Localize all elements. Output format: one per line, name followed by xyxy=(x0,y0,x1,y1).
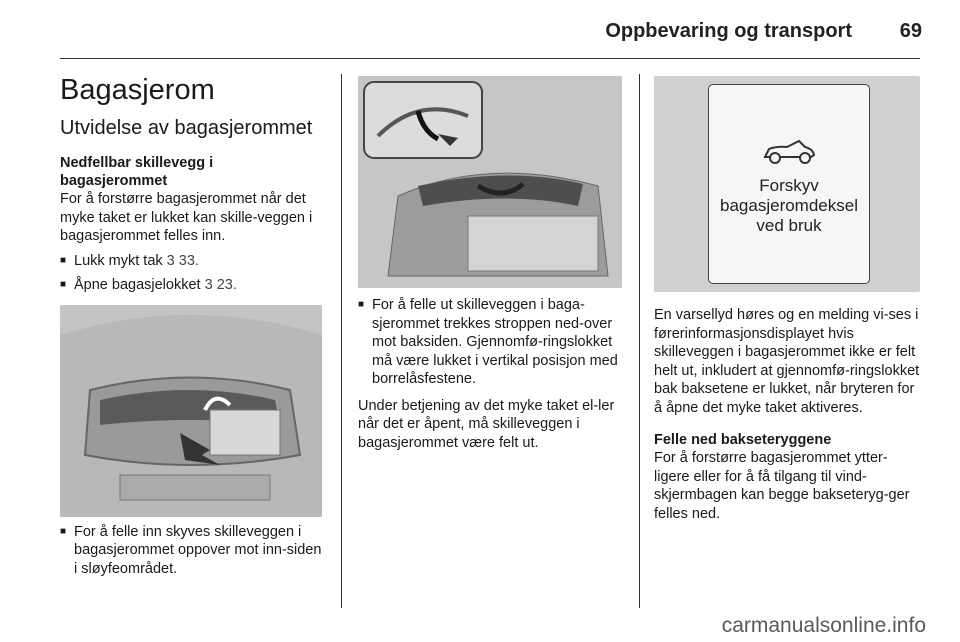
trunk-photo-fold-in xyxy=(60,305,322,517)
column-1 xyxy=(60,68,326,578)
subsection-heading: Felle ned bakseteryggene xyxy=(654,432,832,448)
sub-title: Utvidelse av bagasjerommet xyxy=(60,117,313,139)
bullet-square-icon: ■ xyxy=(60,525,67,537)
body-paragraph-2: For å forstørre bagasjerommet ytter-ligere eller for å få tilgang til vind-skjermbagen kan begge bakseteryg-ger felles ned. xyxy=(654,450,910,522)
subsection-heading: Nedfellbar skillevegg i bagasjerommet xyxy=(60,155,214,189)
display-message-panel xyxy=(708,84,870,284)
display-message-figure xyxy=(654,76,920,292)
page-header xyxy=(0,0,960,62)
list-item-text: Åpne bagasjelokket xyxy=(74,277,201,293)
column-2 xyxy=(358,68,624,452)
column-divider-1 xyxy=(341,74,342,608)
list-item-text: For å felle ut skilleveggen i baga-sjerommet trekkes stroppen ned-over mot baksiden. Gjennomfø-ringslokket må være lukket i vertikal posisjon med borrelåsfestene. xyxy=(372,297,618,387)
sign-line-2: bagasjeromdeksel xyxy=(720,196,858,215)
convertible-car-icon xyxy=(759,129,819,169)
header-title: Oppbevaring og transport xyxy=(605,20,852,42)
column-3 xyxy=(654,68,920,523)
section-title: Bagasjerom xyxy=(60,74,215,106)
bullet-list xyxy=(358,296,624,389)
body-paragraph: En varsellyd høres og en melding vi-ses i førerinformasjonsdisplayet hvis skilleveggen i bagasjerommet ikke er felt helt ut, inkludert at gjennomfø-ringslokket bak baksetene er lukket, når bryteren for å åpne det myke taket aktiveres. xyxy=(654,307,920,416)
bullet-square-icon: ■ xyxy=(60,279,67,290)
bullet-square-icon: ■ xyxy=(60,254,67,266)
trunk-illustration-icon xyxy=(60,305,322,517)
sign-line-3: ved bruk xyxy=(756,216,822,235)
bullet-square-icon: ■ xyxy=(358,299,365,310)
sign-line-1: Forskyv xyxy=(759,176,819,195)
page-reference: 3 23. xyxy=(204,277,237,293)
list-item xyxy=(358,296,624,389)
figure-bullet-list xyxy=(60,523,326,579)
page-number: 69 xyxy=(899,20,922,42)
trunk-strap-illustration-icon xyxy=(358,76,622,288)
list-item-text: For å felle inn skyves skilleveggen i bagasjerommet oppover mot inn-siden i sløyfeområdet. xyxy=(74,523,322,577)
trunk-photo-fold-out xyxy=(358,76,622,288)
intro-paragraph: For å forstørre bagasjerommet når det myke taket er lukket kan skille-veggen i bagasjerommet felles inn. xyxy=(60,191,313,244)
header-rule xyxy=(60,58,920,59)
list-item xyxy=(60,523,326,579)
page-reference: 3 33. xyxy=(166,252,199,269)
bullet-list xyxy=(60,252,326,295)
list-item xyxy=(60,252,326,271)
watermark: carmanualsonline.info xyxy=(721,614,926,637)
body-paragraph: Under betjening av det myke taket el-ler når det er åpent, må skilleveggen i bagasjerommet være felt ut. xyxy=(358,397,615,451)
list-item-text: Lukk mykt tak xyxy=(74,252,163,269)
list-item xyxy=(60,276,326,295)
column-divider-2 xyxy=(639,74,640,608)
